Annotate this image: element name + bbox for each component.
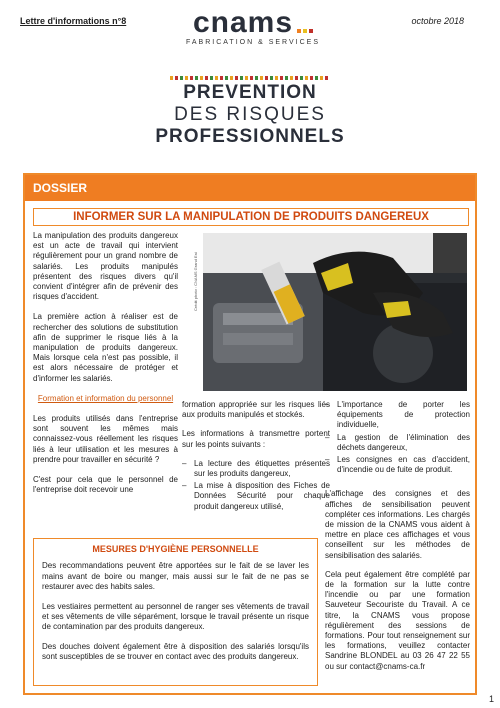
paragraph: L'affichage des consignes et des affiches de sensibilisation peuvent compléter ces informations. Les chargés de mission de la CNAMS vous aident à mettre en place ces affichages et vous conseillent sur les méthodes de sensibilisation des salariés. (325, 489, 470, 560)
article-column-1 (33, 231, 178, 505)
campaign-line1: PREVENTION (183, 82, 317, 103)
paragraph: formation appropriée sur les risques liés aux produits manipulés et stockés. (182, 400, 330, 420)
section-bar (25, 175, 475, 201)
subheading: Formation et information du personnel (37, 393, 174, 403)
paragraph: La manipulation des produits dangereux est un acte de travail qui intervient régulièrement pour un grand nombre de salariés. Les produits manipulés présentent des risques divers qu'il convient d'intégrer afin de prévenir des risques d'accident. (33, 231, 178, 302)
info-list (182, 459, 330, 512)
paragraph: Les informations à transmettre portent sur les points suivants : (182, 429, 330, 449)
cnams-logo (178, 6, 328, 46)
photo-credit: Crédit photo : CNAMS Grand Est (193, 252, 198, 311)
hygiene-box (33, 538, 318, 686)
paragraph: La première action à réaliser est de rechercher des solutions de substitution afin de supprimer le risque liés à la manipulation de produits dangereux. Mais lorsque cela n'est pas possible, il est alors nécessaire de protéger et d'informer les salariés. (33, 312, 178, 383)
paragraph: Cela peut également être complété par de la formation sur la lutte contre l'incendie ou par une formation Sauveteur Secouriste du Travail. A ce titre, la CNAMS vous propose régulièrement des sessions de formations. Pour tout renseignement sur les formations, veuillez contacter Sandrine BLONDEL au 03 26 47 22 55 ou sur contact@cnams-ca.fr (325, 569, 470, 671)
brand-name: cnams (192, 6, 294, 39)
brand-subtitle: FABRICATION & SERVICES (186, 39, 320, 47)
section-label: DOSSIER (33, 181, 88, 195)
list-item: – L'importance de porter les équipements de protection individuelle, (325, 400, 470, 431)
info-list (325, 400, 470, 475)
dossier-frame (23, 173, 477, 695)
list-item: – La mise à disposition des Fiches de Données Sécurité pour chaque produit dangereux utilisé, (182, 481, 330, 512)
list-item: – La gestion de l'élimination des déchets dangereux, (325, 433, 470, 453)
list-item: – Les consignes en cas d'accident, d'incendie ou de fuite de produit. (325, 455, 470, 475)
hygiene-title: MESURES D'HYGIÈNE PERSONNELLE (92, 544, 259, 554)
campaign-line2: DES RISQUES (174, 104, 326, 125)
campaign-line3: PROFESSIONNELS (155, 126, 345, 147)
list-item: – La lecture des étiquettes présentes sur les produits dangereux, (182, 459, 330, 479)
paragraph: Des douches doivent également être à disposition des salariés lorsqu'ils sont susceptibles de se trouver en contact avec des produits dangereux. (42, 641, 309, 662)
article-column-2 (182, 400, 330, 514)
paragraph: Les produits utilisés dans l'entreprise sont souvent les mêmes mais connaissez-vous réellement les risques liés à leur utilisation et les mesures à prendre pour travailler en sécurité ? (33, 414, 178, 464)
article-title: INFORMER SUR LA MANIPULATION DE PRODUITS DANGEREUX (33, 208, 469, 226)
prevention-logo (150, 76, 350, 148)
page-number: 1 (488, 694, 494, 704)
article-column-3 (325, 400, 470, 681)
paragraph: Les vestiaires permettent au personnel de ranger ses vêtements de travail et ses vêtements de ville séparément, lorsque le travail présente un risque de contamination par des produits dangereux. (42, 601, 309, 632)
paragraph: C'est pour cela que le personnel de l'entreprise doit recevoir une (33, 475, 178, 495)
paragraph: Des recommandations peuvent être apportées sur le fait de se laver les mains avant de boire ou manger, mais aussi sur le fait de ne pas se restaurer avec des habits sales. (42, 561, 309, 592)
dots-decoration-icon (170, 76, 330, 80)
engine-photo-illustration (203, 233, 467, 391)
brand-dots-icon (295, 7, 313, 41)
issue-date: octobre 2018 (411, 16, 464, 26)
article-photo (203, 233, 467, 391)
page-header (0, 0, 500, 70)
newsletter-label: Lettre d'informations n°8 (20, 16, 127, 26)
